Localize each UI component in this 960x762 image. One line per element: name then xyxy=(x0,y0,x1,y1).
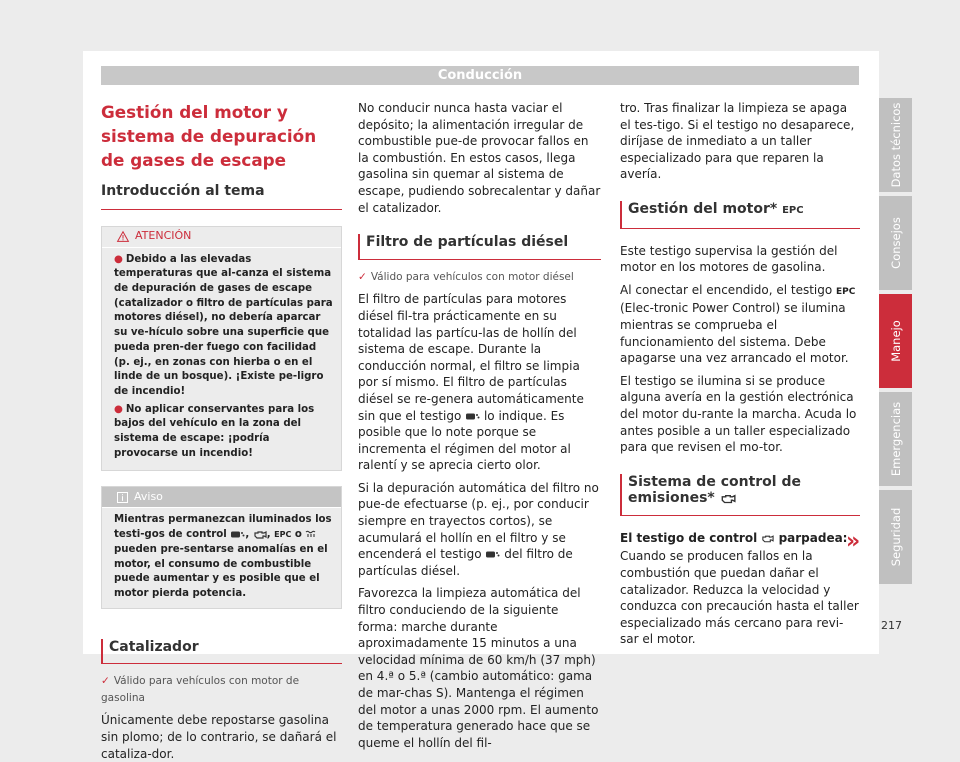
page-title: Gestión del motor y sistema de depuración de gases de escape xyxy=(101,102,317,170)
paragraph: Favorezca la limpieza automática del filtro conduciendo de la siguiente forma: marche durante aproximadamente 15 minutos a una velocidad mínima de 60 km/h (37 mph) en 4.ª o 5.ª (cambio automático: gama de mar-chas S). Mantenga el régimen del motor a unas 2000 rpm. El aumento de temperatura generado hace que se queme el hollín del fil- xyxy=(358,586,599,750)
tab-manejo[interactable]: Manejo xyxy=(879,294,912,388)
diesel-filter-icon xyxy=(485,550,500,559)
glow-plug-icon xyxy=(305,530,317,539)
epc-icon: EPC xyxy=(274,530,292,540)
warning-icon xyxy=(117,231,129,242)
atencion-box xyxy=(101,226,342,472)
epc-icon: EPC xyxy=(782,204,804,216)
continue-arrow: » xyxy=(846,529,861,554)
bullet-icon: ● xyxy=(114,403,123,415)
column-left xyxy=(101,100,342,762)
chapter-header: Conducción xyxy=(101,66,859,85)
aviso-box xyxy=(101,486,342,608)
bullet-icon: ● xyxy=(114,253,123,265)
atencion-item: ● No aplicar conservantes para los bajos del vehículo en la zona del sistema de escape: ¡podría provocarse un incendio! xyxy=(114,403,315,459)
catalizador-text: Únicamente debe repostarse gasolina sin plomo; de lo contrario, se dañará el cataliza-dor. xyxy=(101,713,337,761)
gestion-title: Gestión del motor* EPC xyxy=(620,201,860,229)
engine-icon xyxy=(253,530,267,539)
page-number: 217 xyxy=(881,619,902,632)
engine-icon xyxy=(761,534,774,543)
column-right xyxy=(620,100,860,648)
tab-datos-tecnicos[interactable]: Datos técnicos xyxy=(879,98,912,192)
tab-emergencias[interactable]: Emergencias xyxy=(879,392,912,486)
atencion-label: ATENCIÓN xyxy=(135,229,192,243)
filtro-title: Filtro de partículas diésel xyxy=(358,234,601,260)
catalizador-validity: ✓ Válido para vehículos con motor de gasolina xyxy=(101,675,300,704)
paragraph: Si la depuración automática del filtro no pue-de efectuarse (p. ej., por conducir siempre en trayectos cortos), se acumulará el hollín en el filtro y se encenderá el testigo del filtro de partículas diésel. xyxy=(358,480,599,578)
filtro-validity: ✓ Válido para vehículos con motor diésel xyxy=(358,270,574,283)
check-icon: ✓ xyxy=(101,675,110,688)
info-icon xyxy=(117,492,128,503)
catalizador-title: Catalizador xyxy=(101,639,342,665)
intro-title: Introducción al tema xyxy=(101,183,342,210)
aviso-body: Mientras permanezcan iluminados los testi-gos de control , , EPC o pueden pre-sentarse anomalías en el motor, el consumo de combustible puede aumentar y es posible que el motor pierda potencia. xyxy=(114,514,332,599)
aviso-header xyxy=(102,487,341,508)
engine-icon xyxy=(720,493,736,504)
diesel-filter-icon xyxy=(465,412,480,421)
tab-consejos[interactable]: Consejos xyxy=(879,196,912,290)
paragraph: No conducir nunca hasta vaciar el depósito; la alimentación irregular de combustible pue-de provocar fallos en la combustión. En estos casos, llega gasolina sin quemar al sistema de escape, pudiendo sobrecalentar y dañar el catalizador. xyxy=(358,101,601,215)
diesel-filter-icon xyxy=(230,530,245,539)
atencion-item: ● Debido a las elevadas temperaturas que al-canza el sistema de depuración de gases de escape (catalizador o filtro de partículas para motores diésel), no debería aparcar su ve-hículo sobre una superficie que pueda pren-der fuego con facilidad (p. ej., en zonas con hierba o en el linde de un bosque). ¡Existe pe-ligro de incendio! xyxy=(114,253,333,397)
atencion-body xyxy=(102,248,341,471)
aviso-label: Aviso xyxy=(134,490,163,504)
paragraph: Al conectar el encendido, el testigo EPC (Elec-tronic Power Control) se ilumina mientras se comprueba el funcionamiento del sistema. Debe apagarse una vez arrancado el motor. xyxy=(620,282,856,366)
testigo-subtitle: El testigo de control parpadea: xyxy=(620,530,848,545)
epc-icon: EPC xyxy=(836,286,856,297)
paragraph: tro. Tras finalizar la limpieza se apaga el tes-tigo. Si el testigo no desaparece, diríjase de inmediato a un taller especializado para que reparen la avería. xyxy=(620,101,855,182)
paragraph: El testigo se ilumina si se produce alguna avería en la gestión electrónica del motor du-rante la marcha. Acuda lo antes posible a un taller especializado para que revisen el mo-tor. xyxy=(620,373,857,455)
atencion-header xyxy=(102,227,341,248)
paragraph: Cuando se producen fallos en la combustión que puedan dañar el catalizador. Reduzca la velocidad y conduzca con precaución hasta el taller especializado más cercano para revi-sar el motor. xyxy=(620,549,859,647)
tab-seguridad[interactable]: Seguridad xyxy=(879,490,912,584)
emisiones-title: Sistema de control de emisiones* xyxy=(620,474,860,516)
check-icon: ✓ xyxy=(358,270,367,283)
paragraph: El filtro de partículas para motores diésel fil-tra prácticamente en su totalidad las partícu-las de hollín del sistema de escape. Durante la conducción normal, el filtro se limpia por sí mismo. El filtro de partículas diésel se re-genera automáticamente sin que el testigo lo indique. Es posible que lo note porque se incrementa el régimen del motor al ralentí y se aprecia cierto olor. xyxy=(358,292,584,473)
paragraph: Este testigo supervisa la gestión del motor en los motores de gasolina. xyxy=(620,243,838,275)
column-middle xyxy=(358,100,601,751)
